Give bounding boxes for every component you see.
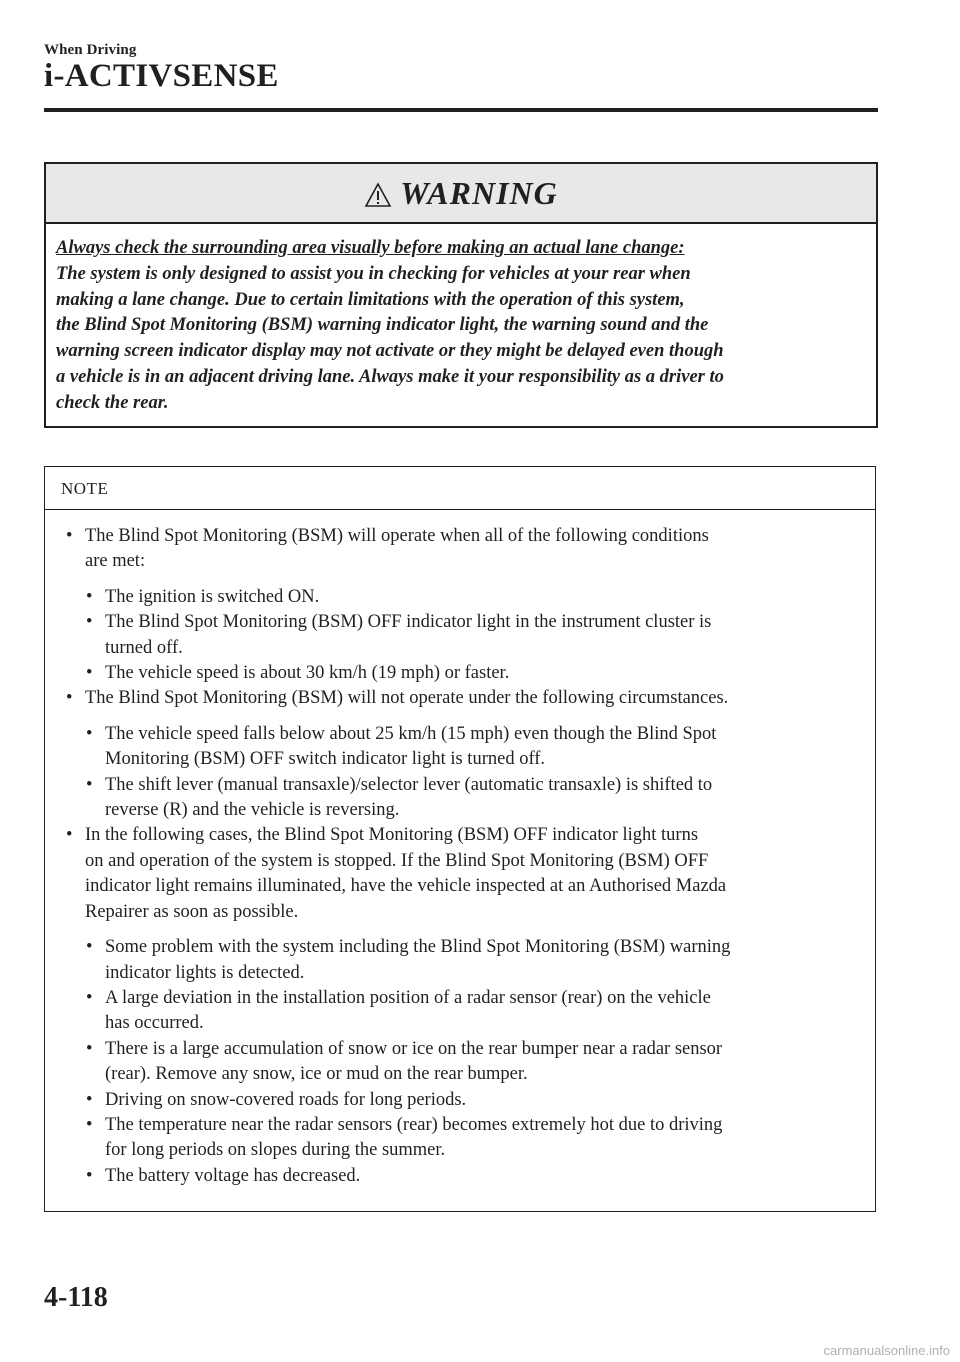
bullet-icon: • xyxy=(66,825,73,846)
watermark: carmanualsonline.info xyxy=(823,1343,950,1358)
list-item-line: In the following cases, the Blind Spot Monitoring (BSM) OFF indicator light turns xyxy=(85,825,699,846)
section-label: When Driving xyxy=(44,42,137,58)
bullet-icon: • xyxy=(86,663,93,684)
warning-lead: Always check the surrounding area visually before making an actual lane change: xyxy=(56,238,685,258)
warning-line: check the rear. xyxy=(56,392,169,413)
warning-line: warning screen indicator display may not activate or they might be delayed even though xyxy=(56,341,724,362)
note-sub-item xyxy=(83,722,865,773)
list-item-line: The Blind Spot Monitoring (BSM) will not operate under the following circumstances. xyxy=(85,688,729,709)
bullet-icon: • xyxy=(86,987,93,1008)
warning-line: the Blind Spot Monitoring (BSM) warning indicator light, the warning sound and the xyxy=(56,315,709,336)
note-sub-item xyxy=(83,1164,865,1189)
note-body xyxy=(45,510,875,1189)
note-sub-list xyxy=(83,935,865,1189)
warning-box xyxy=(44,162,878,428)
list-item-line: indicator lights is detected. xyxy=(105,962,305,983)
header-divider xyxy=(44,108,878,112)
bullet-icon: • xyxy=(66,526,73,546)
note-sub-item xyxy=(83,986,865,1037)
bullet-icon: • xyxy=(86,586,93,607)
note-sub-item xyxy=(83,1088,865,1113)
note-box xyxy=(44,466,876,1212)
note-item xyxy=(63,686,865,711)
list-item-line: Some problem with the system including the Blind Spot Monitoring (BSM) warning xyxy=(105,937,731,958)
list-item-line: There is a large accumulation of snow or ice on the rear bumper near a radar sensor xyxy=(105,1038,723,1059)
bullet-icon: • xyxy=(66,688,73,709)
note-sub-item xyxy=(83,1113,865,1164)
bullet-icon: • xyxy=(86,1165,93,1186)
bullet-icon: • xyxy=(86,937,93,958)
list-item-line: The Blind Spot Monitoring (BSM) OFF indicator light in the instrument cluster is xyxy=(105,612,712,633)
warning-header xyxy=(46,164,876,224)
list-item-line: turned off. xyxy=(105,637,183,658)
list-item-line: are met: xyxy=(85,551,146,572)
list-item-line: The ignition is switched ON. xyxy=(105,586,320,607)
warning-line: making a lane change. Due to certain limitations with the operation of this system, xyxy=(56,289,685,310)
bullet-icon: • xyxy=(86,723,93,744)
list-item-line: Repairer as soon as possible. xyxy=(85,901,299,922)
note-sub-item xyxy=(83,661,865,686)
page-number: 4-118 xyxy=(44,1282,108,1313)
bullet-icon: • xyxy=(86,1089,93,1110)
list-item-line: The vehicle speed falls below about 25 km/h (15 mph) even though the Blind Spot xyxy=(105,723,717,744)
list-item-line: Driving on snow-covered roads for long periods. xyxy=(105,1089,467,1110)
note-title: NOTE xyxy=(45,467,875,510)
list-item-line: indicator light remains illuminated, have the vehicle inspected at an Authorised Mazda xyxy=(85,876,727,897)
note-sub-item xyxy=(83,773,865,824)
note-sub-list xyxy=(83,722,865,824)
note-sub-item xyxy=(83,1037,865,1088)
note-item xyxy=(63,823,865,925)
note-sub-list xyxy=(83,585,865,687)
list-item-line: The temperature near the radar sensors (rear) becomes extremely hot due to driving xyxy=(105,1114,723,1135)
list-item-line: The Blind Spot Monitoring (BSM) will operate when all of the following conditions xyxy=(85,526,709,546)
note-sub-item xyxy=(83,585,865,610)
bullet-icon: • xyxy=(86,1038,93,1059)
bullet-icon: • xyxy=(86,774,93,795)
list-item-line: (rear). Remove any snow, ice or mud on the rear bumper. xyxy=(105,1064,528,1085)
note-sub-item xyxy=(83,610,865,661)
warning-line: a vehicle is in an adjacent driving lane. Always make it your responsibility as a driver to xyxy=(56,366,724,387)
warning-line: The system is only designed to assist you in checking for vehicles at your rear when xyxy=(56,263,691,284)
list-item-line: A large deviation in the installation position of a radar sensor (rear) on the vehicle xyxy=(105,987,711,1008)
list-item-line: The battery voltage has decreased. xyxy=(105,1165,361,1186)
list-item-line: The vehicle speed is about 30 km/h (19 mph) or faster. xyxy=(105,663,510,684)
bullet-icon: • xyxy=(86,612,93,633)
list-item-line: has occurred. xyxy=(105,1013,204,1034)
warning-triangle-icon xyxy=(364,182,392,208)
page-title: i-ACTIVSENSE xyxy=(44,58,279,94)
list-item-line: on and operation of the system is stopped. If the Blind Spot Monitoring (BSM) OFF xyxy=(85,850,709,871)
warning-title: WARNING xyxy=(400,174,558,211)
list-item-line: Monitoring (BSM) OFF switch indicator light is turned off. xyxy=(105,749,546,770)
list-item-line: reverse (R) and the vehicle is reversing. xyxy=(105,800,400,821)
list-item-line: The shift lever (manual transaxle)/selector lever (automatic transaxle) is shifted to xyxy=(105,774,713,795)
note-item xyxy=(63,524,865,575)
bullet-icon: • xyxy=(86,1114,93,1135)
warning-text xyxy=(46,224,876,417)
note-sub-item xyxy=(83,935,865,986)
list-item-line: for long periods on slopes during the summer. xyxy=(105,1140,446,1161)
